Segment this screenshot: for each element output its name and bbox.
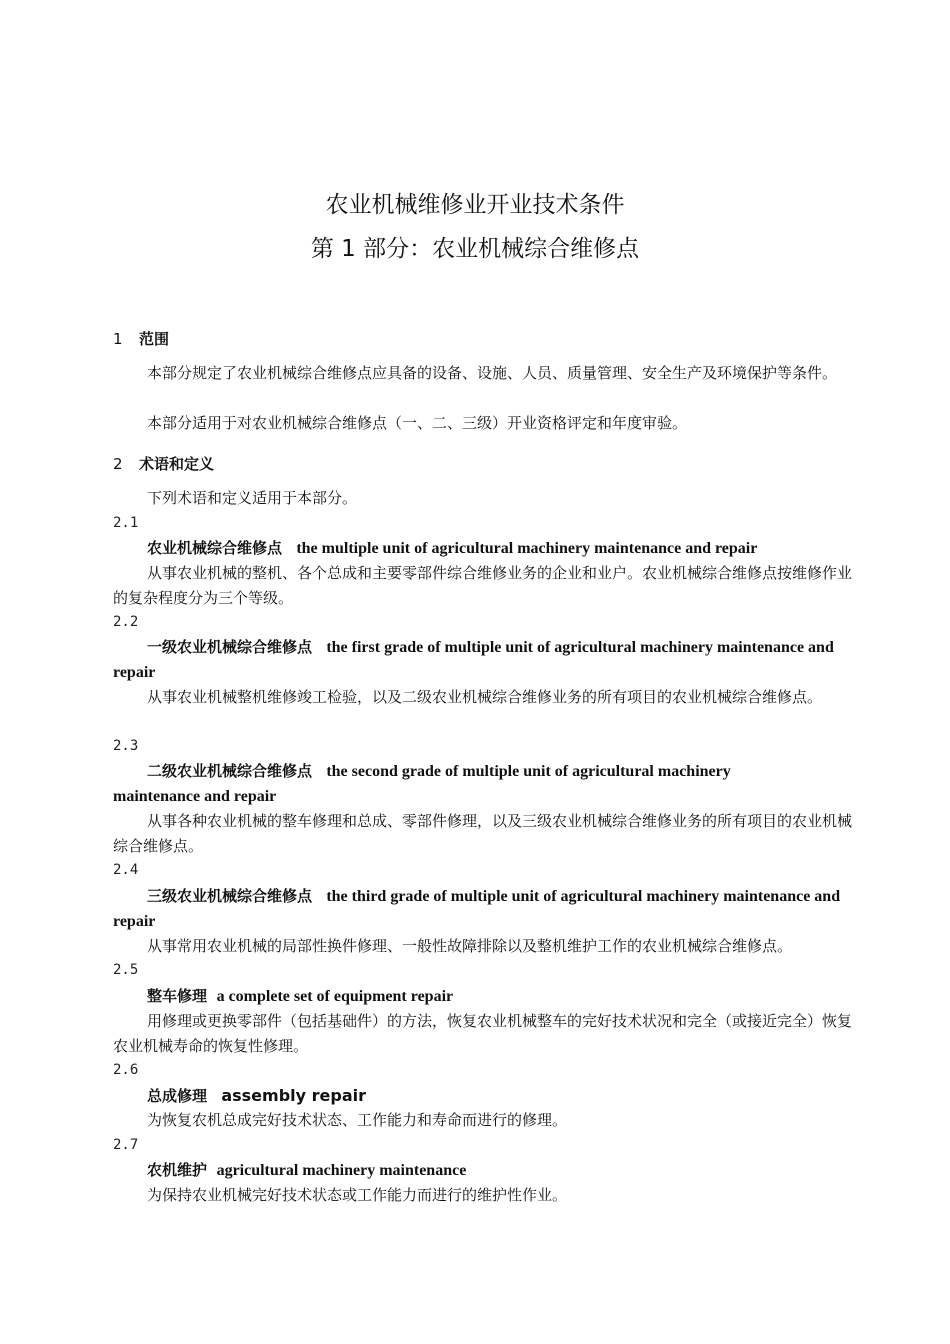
term-zh: 总成修理: [147, 1087, 208, 1105]
term-entry: [113, 984, 859, 1009]
section-heading-terms: [113, 453, 214, 474]
term-number: 2.1: [113, 515, 139, 531]
terms-intro: 下列术语和定义适用于本部分。: [147, 489, 358, 507]
section-title: 范围: [139, 330, 170, 348]
scope-paragraph-1: 本部分规定了农业机械综合维修点应具备的设备、设施、人员、质量管理、安全生产及环境保护等条件。: [147, 364, 838, 382]
document-subtitle: 第 1 部分：农业机械综合维修点: [310, 236, 640, 262]
term-entry: [113, 1083, 859, 1109]
term-number: 2.7: [113, 1137, 139, 1153]
term-zh: 三级农业机械综合维修点: [147, 887, 313, 905]
term-en: the first grade of multiple unit of agricultural machinery maintenance and repair: [113, 639, 834, 681]
term-definition: 从事农业机械整机维修竣工检验，以及二级农业机械综合维修业务的所有项目的农业机械综合维修点。: [147, 688, 823, 706]
section-number: 1: [113, 330, 123, 348]
term-definition: 为保持农业机械完好技术状态或工作能力而进行的维护性作业。: [147, 1186, 568, 1204]
term-en: the multiple unit of agricultural machinery maintenance and repair: [296, 540, 758, 557]
term-zh: 农机维护: [147, 1161, 208, 1179]
term-zh: 农业机械综合维修点: [147, 539, 283, 557]
term-en: assembly repair: [221, 1086, 366, 1105]
term-entry: [113, 635, 859, 685]
section-heading-scope: [113, 328, 169, 349]
section-number: 2: [113, 455, 123, 473]
term-en: the third grade of multiple unit of agricultural machinery maintenance and repair: [113, 888, 841, 930]
term-entry: [113, 536, 859, 561]
term-zh: 二级农业机械综合维修点: [147, 762, 313, 780]
term-zh: 整车修理: [147, 987, 208, 1005]
term-number: 2.4: [113, 862, 139, 878]
term-entry: [113, 1158, 859, 1183]
term-number: 2.6: [113, 1062, 139, 1078]
term-number: 2.2: [113, 614, 139, 630]
term-zh: 一级农业机械综合维修点: [147, 638, 313, 656]
term-definition: 为恢复农机总成完好技术状态、工作能力和寿命而进行的修理。: [147, 1111, 568, 1129]
term-definition: 从事农业机械的整机、各个总成和主要零部件综合维修业务的企业和业户。农业机械综合维修点按维修作业的复杂程度分为三个等级。: [113, 564, 853, 607]
term-number: 2.5: [113, 962, 139, 978]
term-definition: 用修理或更换零部件（包括基础件）的方法，恢复农业机械整车的完好技术状况和完全（或接近完全）恢复农业机械寿命的恢复性修理。: [113, 1012, 853, 1055]
term-definition: 从事常用农业机械的局部性换件修理、一般性故障排除以及整机维护工作的农业机械综合维修点。: [147, 937, 793, 955]
term-en: a complete set of equipment repair: [216, 988, 454, 1005]
term-definition: 从事各种农业机械的整车修理和总成、零部件修理，以及三级农业机械综合维修业务的所有项目的农业机械综合维修点。: [113, 812, 853, 855]
section-title: 术语和定义: [139, 455, 215, 473]
term-entry: [113, 759, 793, 809]
term-en: the second grade of multiple unit of agricultural machinery maintenance and repair: [113, 763, 731, 805]
document-title: 农业机械维修业开业技术条件: [325, 192, 625, 218]
term-en: agricultural machinery maintenance: [216, 1162, 467, 1179]
term-number: 2.3: [113, 738, 139, 754]
term-entry: [113, 884, 859, 934]
scope-paragraph-2: 本部分适用于对农业机械综合维修点（一、二、三级）开业资格评定和年度审验。: [147, 414, 688, 432]
